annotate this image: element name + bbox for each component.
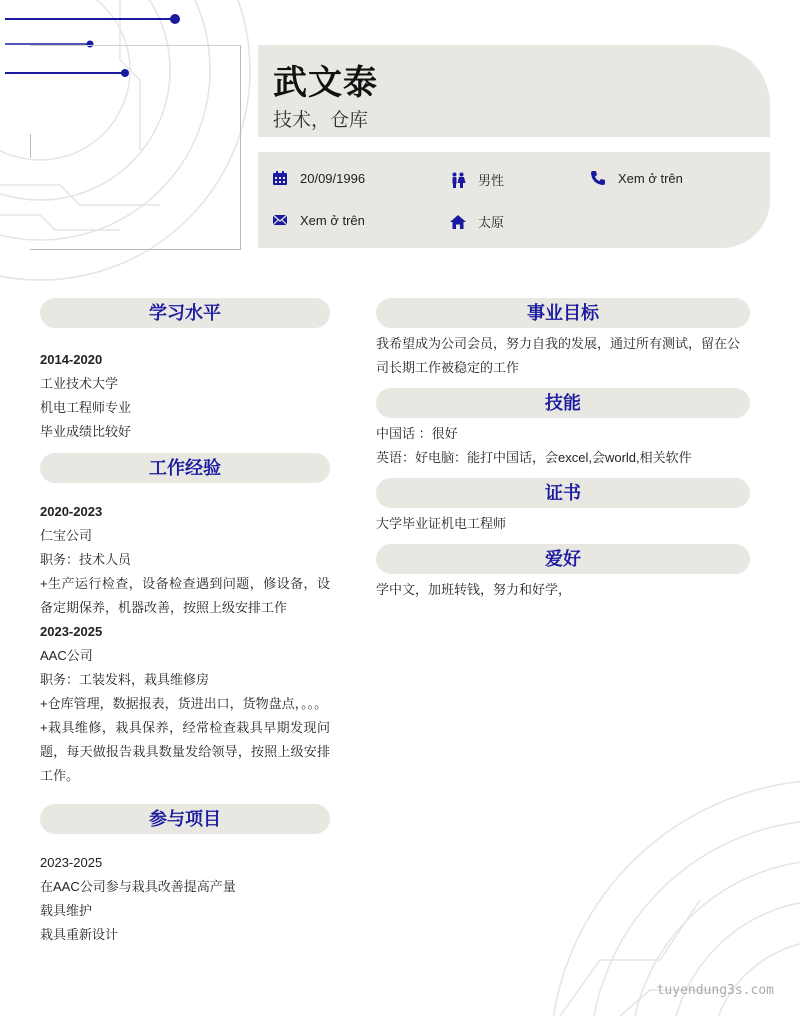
job-detail: +生产运行检查，设备检查遇到问题，修设备，设备定期保养，机器改善，按照上级安排工作 [40,576,330,615]
experience-heading: 工作经验 [40,453,330,483]
email-item [272,212,365,228]
education-note: 毕业成绩比较好 [40,424,132,439]
objective-heading: 事业目标 [376,298,750,328]
address-value: 太原 [478,215,505,230]
address-item [450,212,504,231]
birthday-value: 20/09/1996 [300,170,366,186]
phone-item [590,170,683,186]
phone-value: Xem ở trên [618,170,683,186]
phone-icon [590,170,606,186]
birthday-item [272,170,365,186]
skill-line: 中国话 ：很好 [376,426,458,441]
gender-icon [450,172,466,188]
candidate-position: 技术，仓库 [273,110,369,131]
job-detail: +仓库管理，数据报表，货进出口，货物盘点，。。。 [40,696,328,711]
project-period: 2023-2025 [40,855,103,870]
contact-info-panel [258,152,770,248]
candidate-name: 武文泰 [273,64,378,102]
home-icon [450,214,466,230]
hobbies-text: 学中文，加班转钱，努力和好学， [376,582,572,597]
gender-value: 男性 [478,173,505,188]
job-role: 职务：技术人员 [40,552,132,567]
gender-item [450,170,504,189]
skills-heading: 技能 [376,388,750,418]
job-role: 职务：工装发料，栽具维修房 [40,672,210,687]
project-line: 在AAC公司参与栽具改善提高产量 [40,879,236,894]
name-panel [258,45,770,137]
education-period: 2014-2020 [40,352,103,367]
skill-line: 英语：好电脑：能打中国话，会excel,会world,相关软件 [376,450,692,465]
envelope-icon [272,212,288,228]
education-major: 机电工程师专业 [40,400,132,415]
calendar-icon [272,170,288,186]
objective-text: 我希望成为公司会员，努力自我的发展，通过所有测试，留在公司长期工作被稳定的工作 [376,336,741,375]
hobbies-heading: 爱好 [376,544,750,574]
watermark: tuyendung3s.com [656,983,774,998]
projects-heading: 参与项目 [40,804,330,834]
education-heading: 学习水平 [40,298,330,328]
right-column [376,298,750,602]
certificate-text: 大学毕业证机电工程师 [376,516,507,531]
job-period: 2023-2025 [40,624,103,639]
job-period: 2020-2023 [40,504,103,519]
job-detail: +栽具维修，栽具保养，经常检查栽具早期发现问题，每天做报告栽具数量发给领导，按照上级安排工作。 [40,720,330,783]
frame-tick [30,134,31,158]
job-company: AAC公司 [40,648,93,663]
education-school: 工业技术大学 [40,376,119,391]
project-line: 载具维护 [40,903,93,918]
certificates-heading: 证书 [376,478,750,508]
email-value: Xem ở trên [300,212,365,228]
left-column [40,298,330,947]
job-company: 仁宝公司 [40,528,93,543]
photo-frame [30,45,241,250]
project-line: 栽具重新设计 [40,927,119,942]
